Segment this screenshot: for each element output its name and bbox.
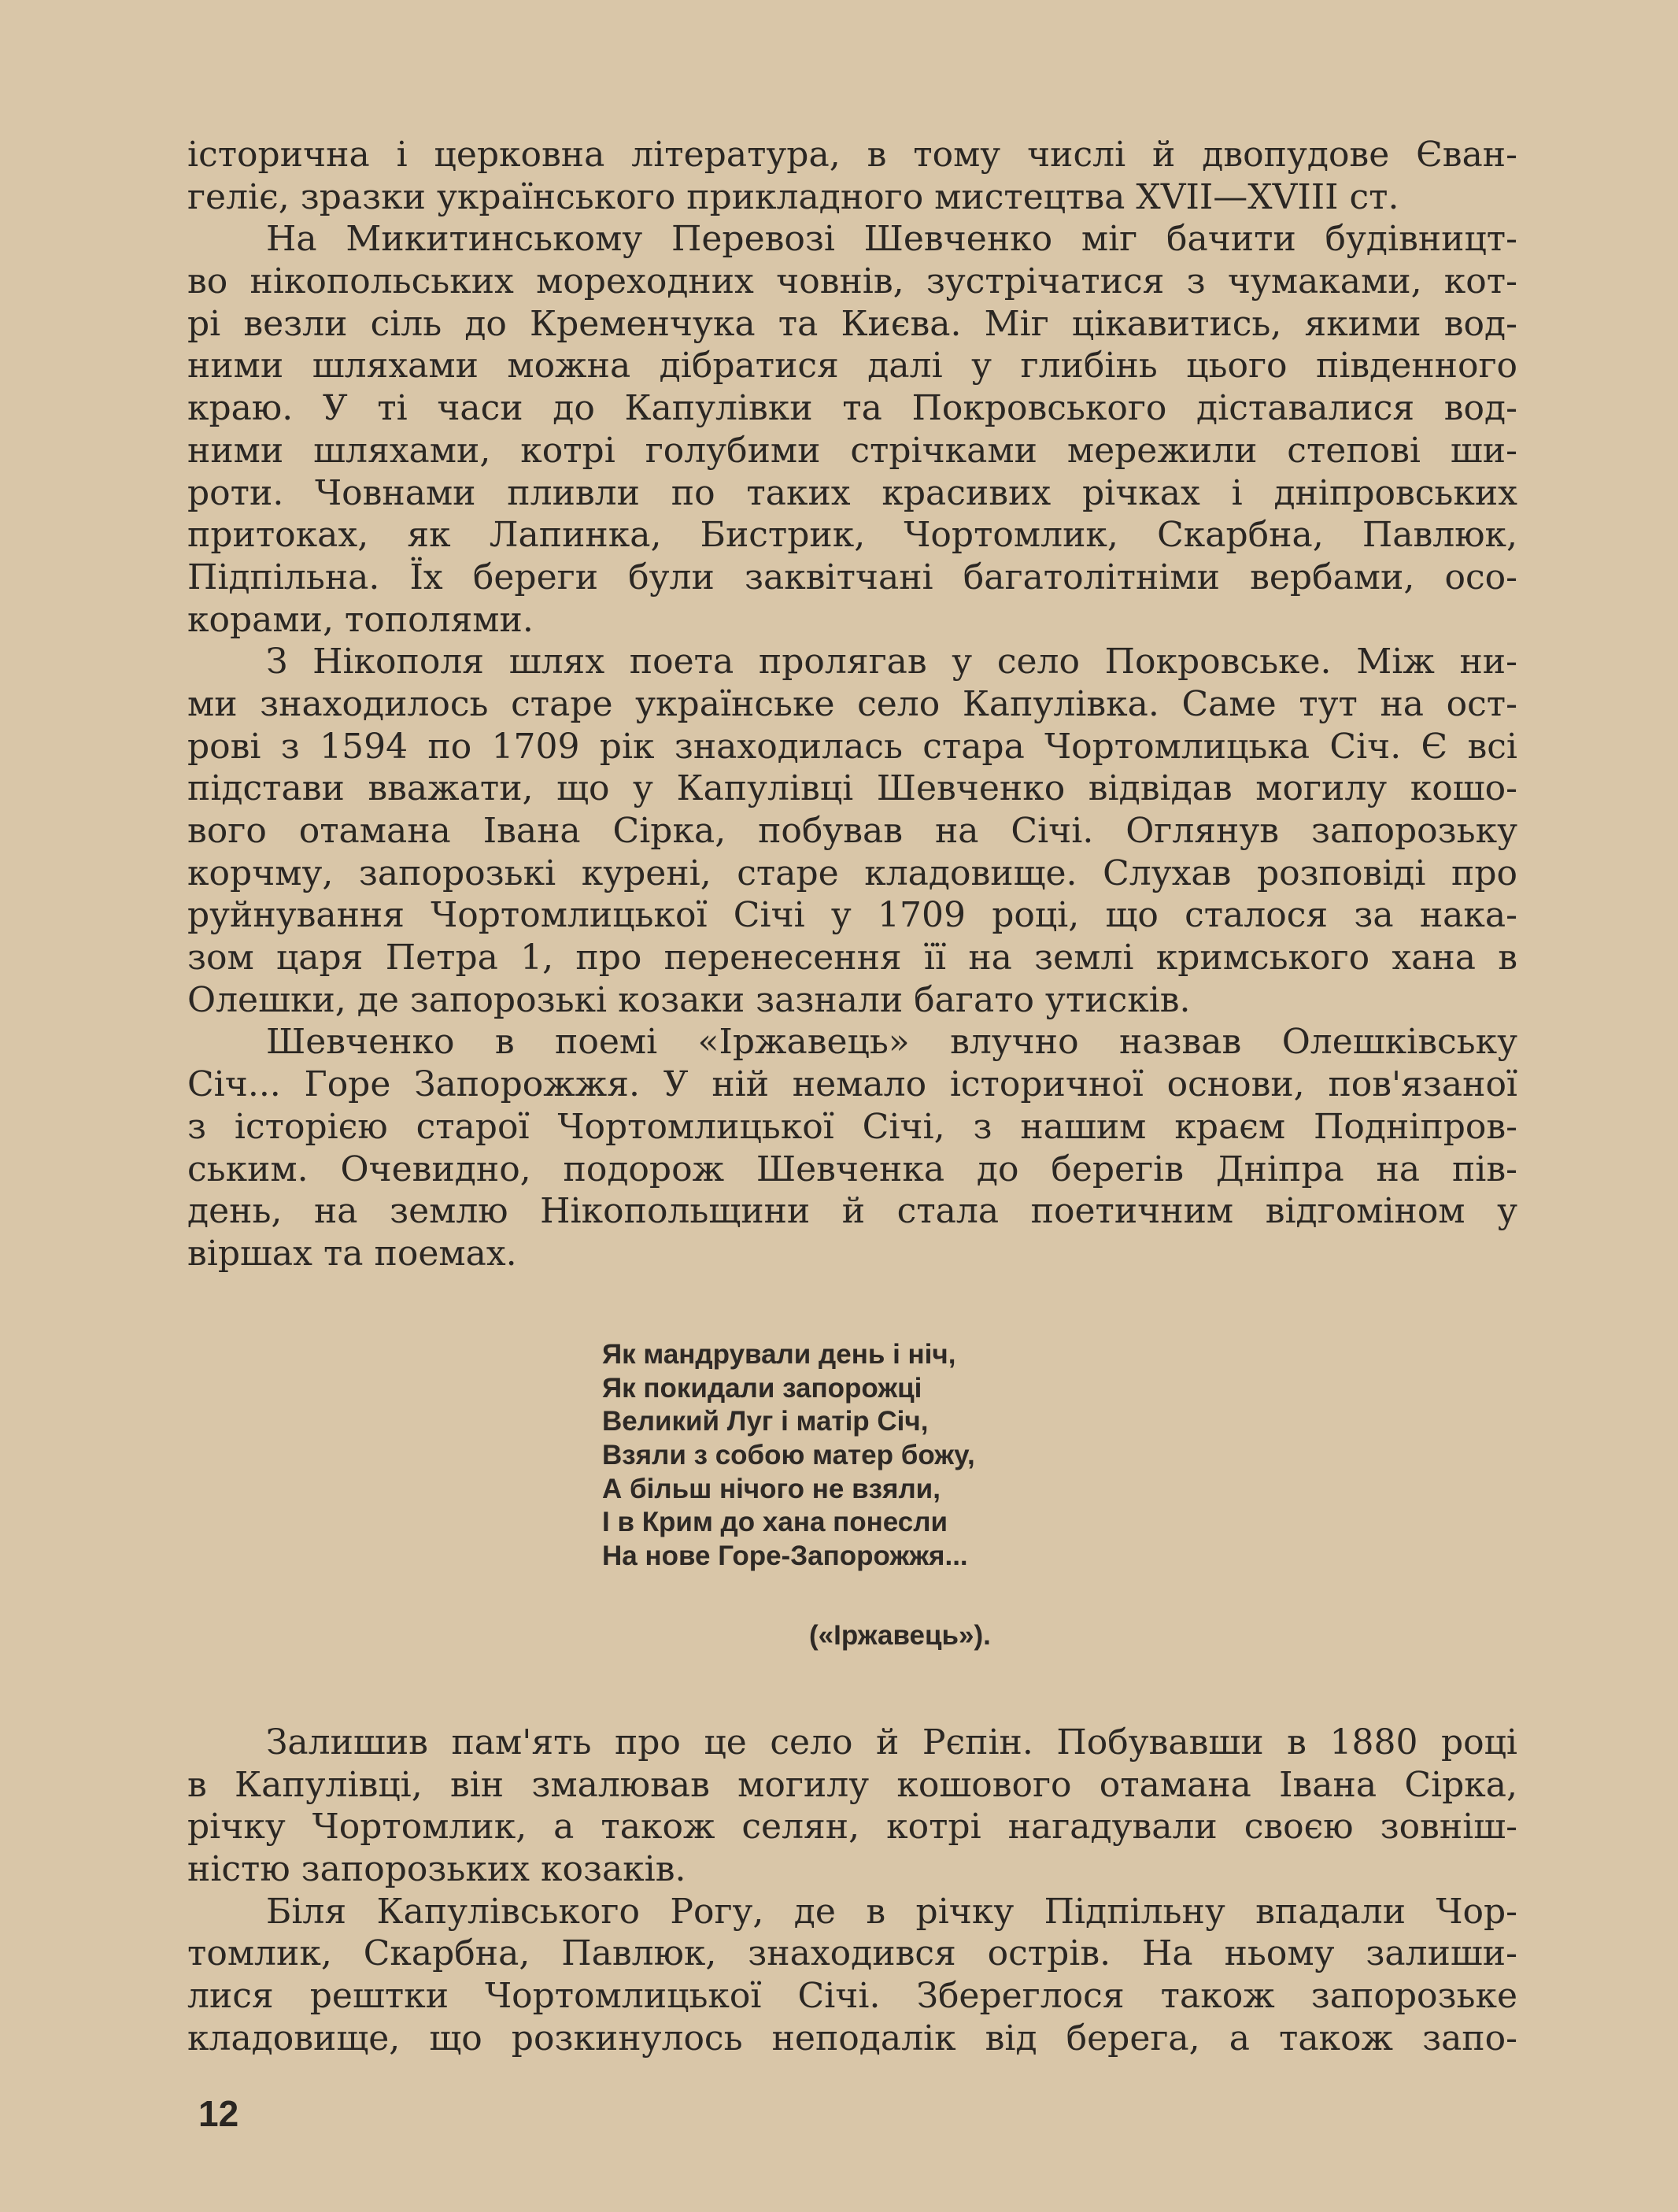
text-line: лися рештки Чортомлицької Січі. Збереглося також запорозьке <box>187 1976 1517 2017</box>
poem-line: А більш нічого не взяли, <box>602 1473 941 1504</box>
text-line: кладовище, що розкинулось неподалік від берега, а також запо- <box>187 2018 1517 2058</box>
text-line: корами, тополями. <box>187 599 534 640</box>
text-line: роти. Човнами пливли по таких красивих річках і дніпровських <box>187 472 1517 513</box>
text-line: з історією старої Чортомлицької Січі, з нашим краєм Подніпров- <box>187 1106 1517 1147</box>
text-line: краю. У ті часи до Капулівки та Покровського діставалися вод- <box>187 388 1517 429</box>
text-line: корчму, запорозькі курені, старе кладовище. Слухав розповіді про <box>187 853 1517 893</box>
poem-line: Взяли з собою матер божу, <box>602 1440 975 1471</box>
text-line: історична і церковна література, в тому числі й двопудове Єван- <box>187 135 1517 175</box>
text-line: На Микитинському Перевозі Шевченко міг бачити будівницт- <box>266 219 1517 260</box>
text-line: Підпільна. Їх береги були заквітчані багатолітніми вербами, осо- <box>187 557 1517 597</box>
text-line: рові з 1594 по 1709 рік знаходилась стара Чортомлицька Січ. Є всі <box>187 726 1517 767</box>
text-line: день, на землю Нікопольщини й стала поетичним відгоміном у <box>187 1191 1517 1232</box>
text-line: ми знаходилось старе українське село Капулівка. Саме тут на ост- <box>187 683 1517 724</box>
poem-quote <box>602 1338 975 1574</box>
poem-line: Великий Луг і матір Січ, <box>602 1406 929 1437</box>
text-line: в Капулівці, він змалював могилу кошового отамана Івана Сірка, <box>187 1764 1517 1805</box>
text-line: ським. Очевидно, подорож Шевченка до берегів Дніпра на пів- <box>187 1149 1517 1189</box>
text-line: притоках, як Лапинка, Бистрик, Чортомлик, Скарбна, Павлюк, <box>187 515 1517 556</box>
main-text-bottom <box>187 1722 1517 2060</box>
text-line: руйнування Чортомлицької Січі у 1709 році, що сталося за нака- <box>187 895 1517 936</box>
text-line: ними шляхами можна дібратися далі у глибінь цього південного <box>187 346 1517 387</box>
text-line: зом царя Петра 1, про перенесення її на землі кримського хана в <box>187 938 1517 978</box>
poem-line: Як покидали запорожці <box>602 1372 922 1404</box>
text-line: геліє, зразки українського прикладного мистецтва XVII—XVIII ст. <box>187 176 1399 217</box>
text-line: ністю запорозьких козаків. <box>187 1849 686 1890</box>
main-text-top <box>187 134 1517 1275</box>
text-line: віршах та поемах. <box>187 1233 517 1274</box>
text-line: Шевченко в поемі «Іржавець» влучно назвав Олешківську <box>266 1022 1517 1063</box>
poem-source: («Іржавець»). <box>809 1620 991 1651</box>
text-line: Біля Капулівського Рогу, де в річку Підпільну впадали Чор- <box>266 1891 1517 1932</box>
poem-line: І в Крим до хана понесли <box>602 1507 948 1538</box>
poem-line: На нове Горе-Запорожжя... <box>602 1541 968 1572</box>
text-line: Олешки, де запорозькі козаки зазнали багато утисків. <box>187 979 1191 1020</box>
text-line: Залишив пам'ять про це село й Рєпін. Побувавши в 1880 році <box>266 1722 1517 1763</box>
page-number: 12 <box>198 2093 239 2134</box>
text-line: томлик, Скарбна, Павлюк, знаходився острів. На ньому залиши- <box>187 1933 1517 1974</box>
text-line: ними шляхами, котрі голубими стрічками мережили степові ши- <box>187 430 1517 471</box>
text-line: рі везли сіль до Кременчука та Києва. Міг цікавитись, якими вод- <box>187 303 1517 344</box>
text-line: річку Чортомлик, а також селян, котрі нагадували своєю зовніш- <box>187 1807 1517 1848</box>
text-line: підстави вважати, що у Капулівці Шевченко відвідав могилу кошо- <box>187 768 1517 809</box>
text-line: Січ... Горе Запорожжя. У ній немало історичної основи, пов'язаної <box>187 1064 1517 1105</box>
text-line: З Нікополя шлях поета пролягав у село Покровське. Між ни- <box>266 642 1517 682</box>
poem-line: Як мандрували день і ніч, <box>602 1339 956 1370</box>
text-line: во нікопольських мореходних човнів, зустрічатися з чумаками, кот- <box>187 261 1517 302</box>
text-line: вого отамана Івана Сірка, побував на Січі. Оглянув запорозьку <box>187 811 1517 851</box>
